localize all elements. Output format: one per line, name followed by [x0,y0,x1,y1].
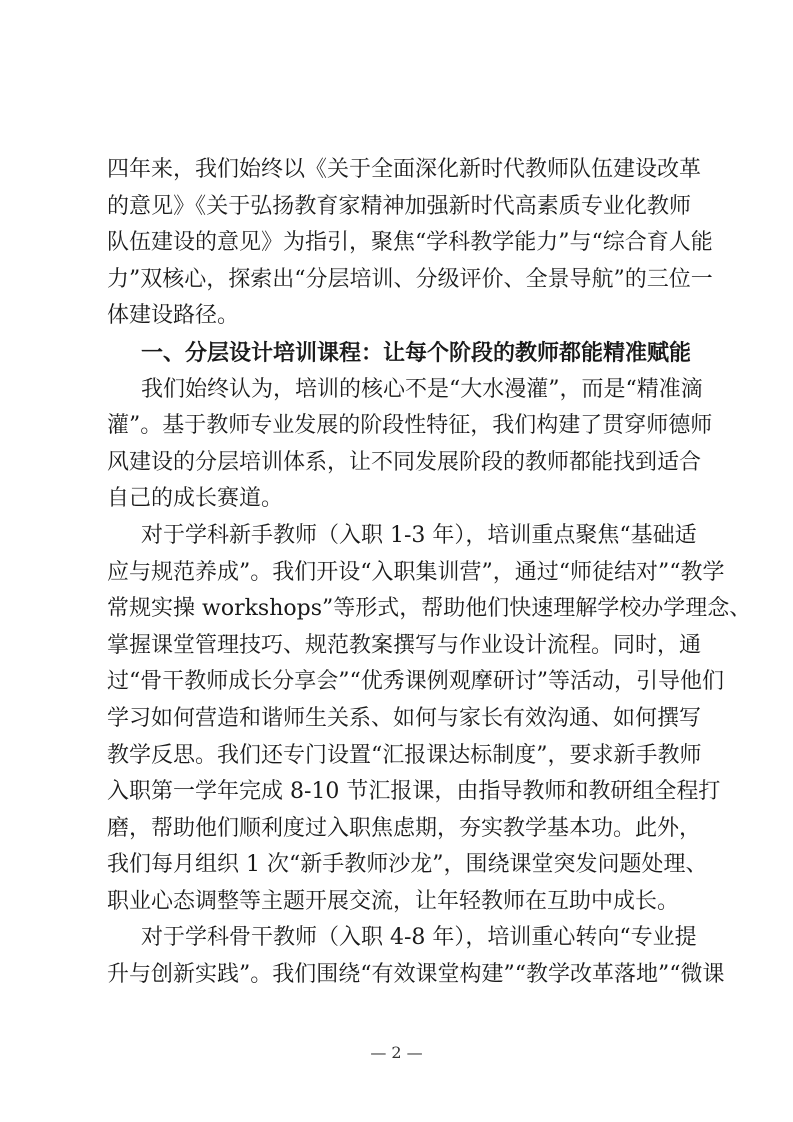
text-line: 入职第一学年完成 8-10 节汇报课，由指导教师和教研组全程打 [107,779,721,805]
paragraph [107,518,752,921]
text-line: 掌握课堂管理技巧、规范教案撰写与作业设计流程。同时，通 [107,632,702,658]
text-line: 教学反思。我们还专门设置“汇报课达标制度”，要求新手教师 [107,742,702,768]
paragraph [107,920,725,993]
text-line: 常规实操 workshops”等形式，帮助他们快速理解学校办学理念、 [107,596,752,622]
text-line: 磨，帮助他们顺利度过入职焦虑期，夯实教学基本功。此外， [107,815,702,841]
text-line: 对于学科骨干教师（入职 4-8 年），培训重心转向“专业提 [141,925,697,951]
text-line: 四年来，我们始终以《关于全面深化新时代教师队伍建设改革 [107,157,702,182]
text-line: 学习如何营造和谐师生关系、如何与家长有效沟通、如何撰写 [107,705,702,731]
page-number: — 2 — [370,1043,423,1062]
paragraph [107,372,713,518]
document-body [107,152,752,994]
text-line: 对于学科新手教师（入职 1-3 年），培训重点聚焦“基础适 [141,522,697,548]
text-line: 应与规范养成”。我们开设“入职集训营”，通过“师徒结对”“教学 [107,559,725,585]
text-line: 灌”。基于教师专业发展的阶段性特征，我们构建了贯穿师德师 [107,413,713,439]
text-line: 一、分层设计培训课程：让每个阶段的教师都能精准赋能 [141,339,692,366]
text-line: 我们每月组织 1 次“新手教师沙龙”，围绕课堂突发问题处理、 [107,852,708,878]
text-line: 自己的成长赛道。 [107,486,284,512]
text-line: 过“骨干教师成长分享会”“优秀课例观摩研讨”等活动，引导他们 [107,669,724,695]
text-line: 的意见》《关于弘扬教育家精神加强新时代高素质专业化教师 [107,193,691,219]
section-heading [107,335,691,372]
text-line: 我们始终认为，培训的核心不是“大水漫灌”，而是“精准滴 [141,376,703,402]
text-line: 体建设路径。 [107,303,240,329]
text-line: 力”双核心，探索出“分层培训、分级评价、全景导航”的三位一 [107,266,713,292]
text-line: 队伍建设的意见》为指引，聚焦“学科教学能力”与“综合育人能 [107,230,713,256]
text-line: 职业心态调整等主题开展交流，让年轻教师在互助中成长。 [107,888,680,914]
text-line: 升与创新实践”。我们围绕“有效课堂构建”“教学改革落地”“微课 [107,962,725,988]
text-line: 风建设的分层培训体系，让不同发展阶段的教师都能找到适合 [107,449,702,475]
paragraph [107,152,713,335]
